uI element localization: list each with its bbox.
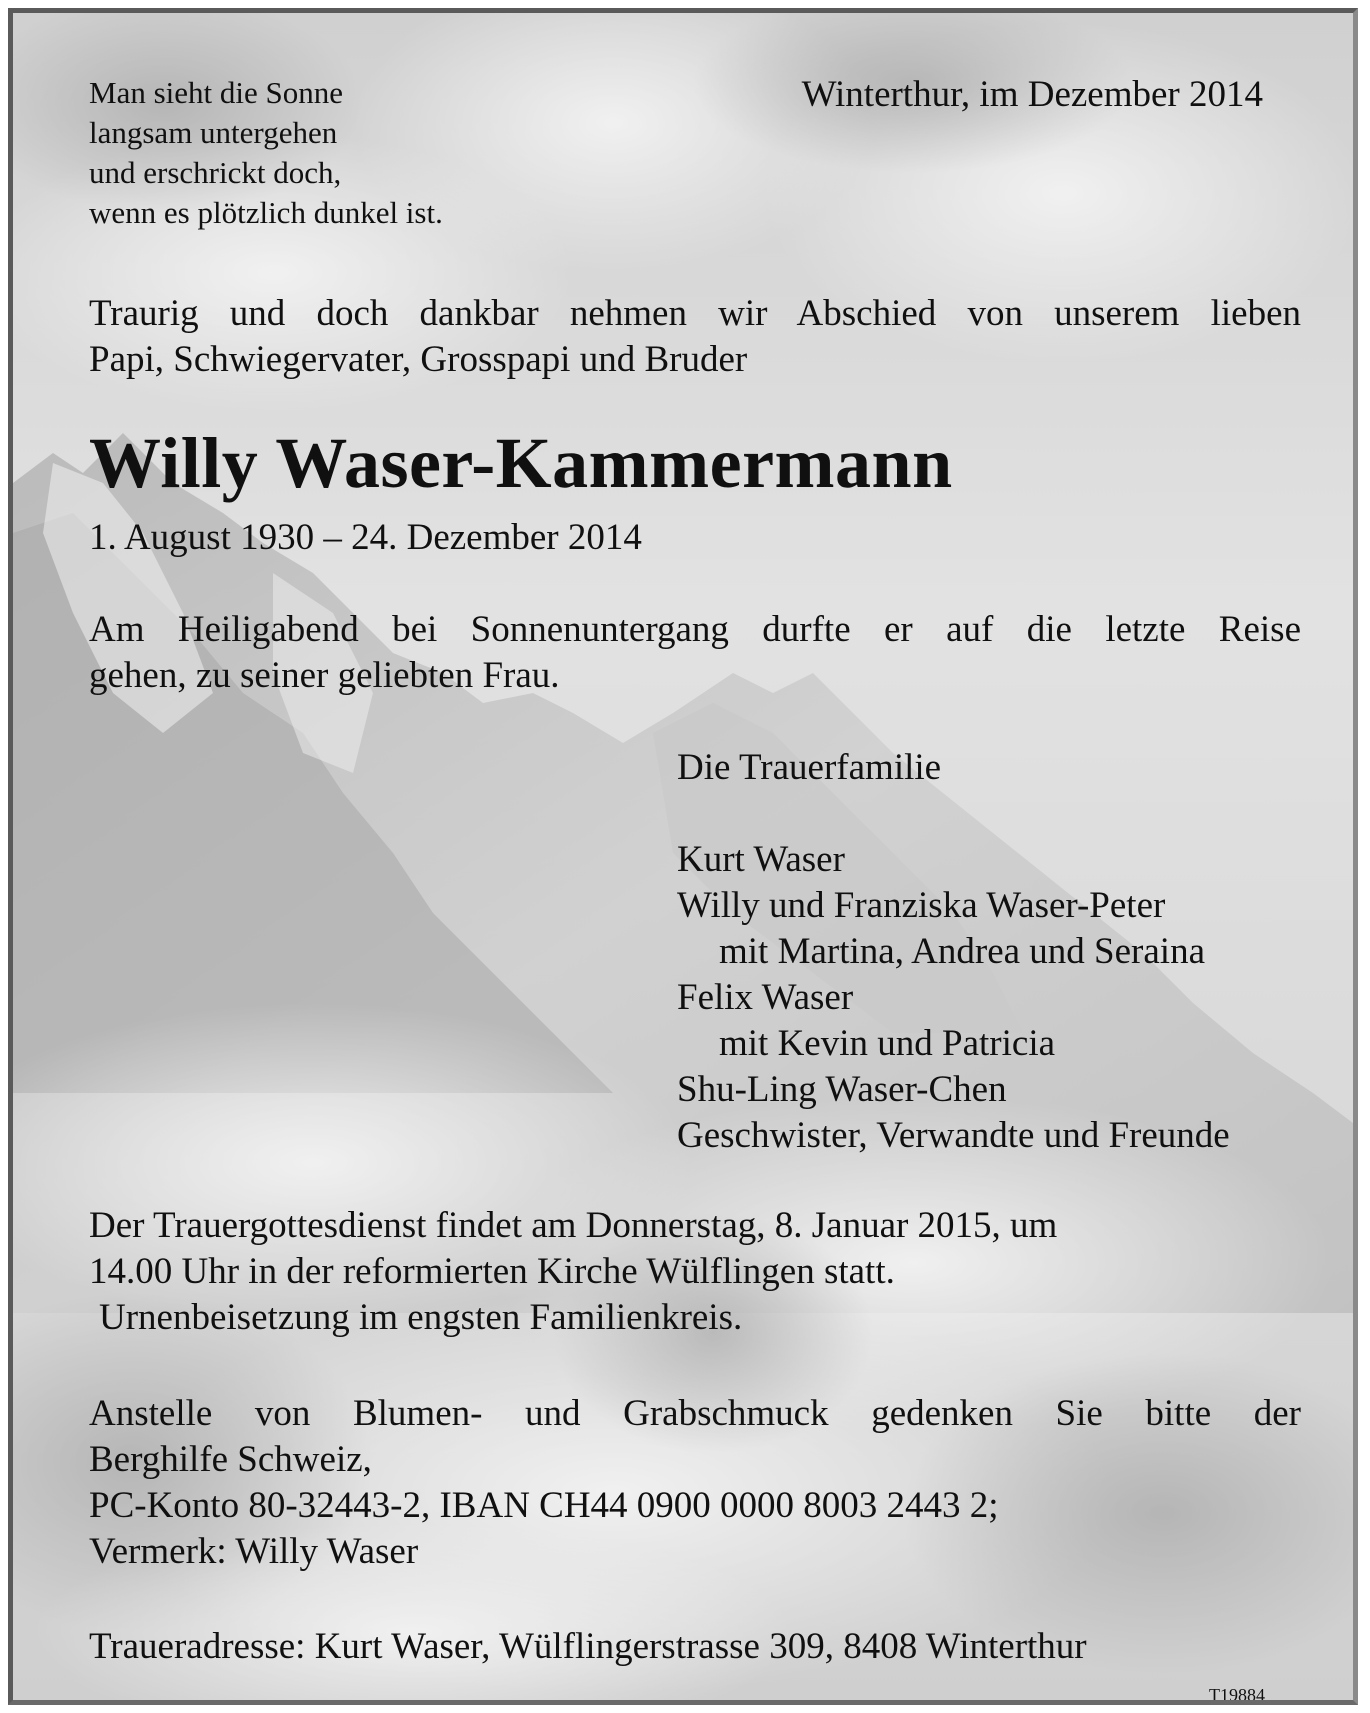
family-member: Shu-Ling Waser-Chen [677,1069,1007,1110]
service-info [89,1203,1057,1341]
donation-line: Vermerk: Willy Waser [89,1531,419,1572]
poem-line: Man sieht die Sonne [89,75,343,110]
christmas-line: Am Heiligabend bei Sonnenuntergang durfte er auf die letzte Reise [89,609,1301,650]
christmas-text [89,607,1301,699]
poem-line: wenn es plötzlich dunkel ist. [89,195,443,230]
donation-line: Berghilfe Schweiz, [89,1439,372,1480]
poem-line: langsam untergehen [89,115,338,150]
place-date: Winterthur, im Dezember 2014 [801,74,1263,115]
family-member: Kurt Waser [677,839,845,880]
service-line: 14.00 Uhr in der reformierten Kirche Wülflingen statt. [89,1251,895,1292]
service-line: Der Trauergottesdienst findet am Donnerstag, 8. Januar 2015, um [89,1205,1058,1246]
family-member: mit Martina, Andrea und Seraina [719,931,1206,972]
family-member: Willy und Franziska Waser-Peter [677,885,1166,926]
family-member: Felix Waser [677,977,854,1018]
family-block [677,745,1230,1159]
family-member: Geschwister, Verwandte und Freunde [677,1115,1230,1156]
service-line: Urnenbeisetzung im engsten Familienkreis. [99,1297,743,1338]
life-dates: 1. August 1930 – 24. Dezember 2014 [89,517,642,558]
donation-line: Anstelle von Blumen- und Grabschmuck gedenken Sie bitte der [89,1393,1301,1434]
family-member: mit Kevin und Patricia [719,1023,1056,1064]
poem-line: und erschrickt doch, [89,155,342,190]
mourning-address: Traueradresse: Kurt Waser, Wülflingerstrasse 309, 8408 Winterthur [89,1626,1087,1667]
donation-line: PC-Konto 80-32443-2, IBAN CH44 0900 0000 8003 2443 2; [89,1485,999,1526]
poem [89,73,443,233]
intro-line: Traurig und doch dankbar nehmen wir Abschied von unserem lieben [89,293,1301,334]
intro-text [89,291,1301,383]
donation-info [89,1391,1301,1575]
christmas-line: gehen, zu seiner geliebten Frau. [89,655,560,696]
notice-content [13,13,1353,1705]
intro-line: Papi, Schwiegervater, Grosspapi und Bruder [89,339,748,380]
ad-code: T19884 [1209,1685,1265,1705]
deceased-name: Willy Waser-Kammermann [89,423,953,503]
obituary-notice [8,8,1358,1705]
family-title: Die Trauerfamilie [677,747,942,788]
